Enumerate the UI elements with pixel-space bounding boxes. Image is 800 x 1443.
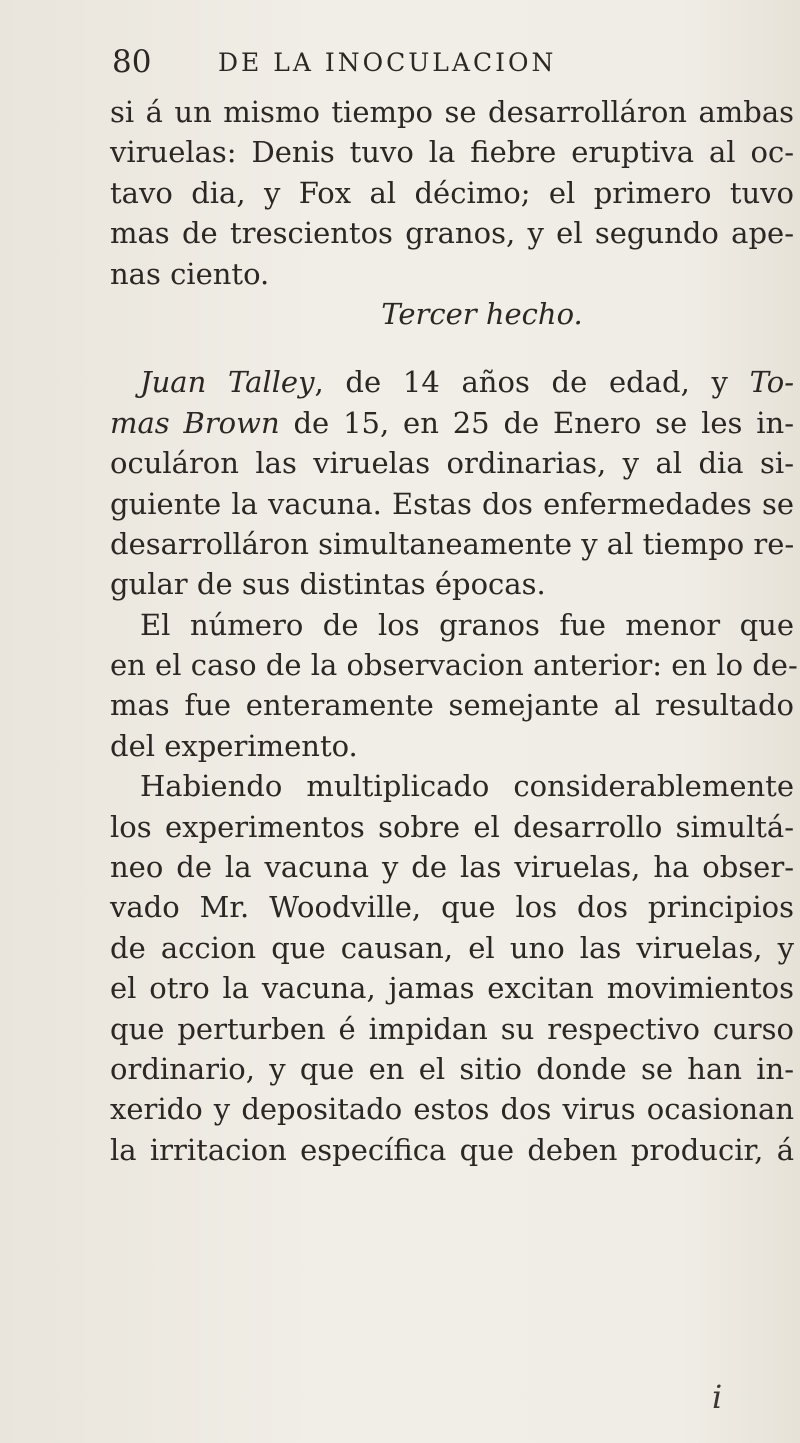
text-fragment: , de 14 años de edad, y: [314, 365, 750, 400]
text-line: ordinario, y que en el sitio donde se han in-: [110, 1051, 794, 1086]
spacer: [110, 334, 794, 362]
text-line: xerido y depositado estos dos virus ocasionan: [110, 1092, 794, 1127]
text-line: tavo dia, y Fox al décimo; el primero tuvo: [110, 175, 794, 210]
person-name: Juan Talley: [140, 365, 315, 400]
section-heading-text: Tercer hecho.: [381, 296, 583, 331]
text-line: nas ciento.: [110, 256, 270, 291]
text-line: desarrolláron simultaneamente y al tiempo re-: [110, 526, 795, 561]
text-line: la irritacion específica que deben producir, á: [110, 1132, 794, 1167]
text-line: de accion que causan, el uno las viruelas, y: [110, 930, 794, 965]
text-line: que perturben é impidan su respectivo curso: [110, 1011, 794, 1046]
text-line: [110, 362, 794, 402]
text-line: neo de la vacuna y de las viruelas, ha obser-: [110, 850, 794, 885]
person-name: To-: [749, 365, 795, 400]
text-line: gular de sus distintas épocas.: [110, 567, 546, 602]
person-name: mas Brown: [110, 405, 280, 440]
text-line: del experimento.: [110, 728, 358, 763]
page-header: [112, 44, 792, 88]
text-line: vado Mr. Woodville, que los dos principios: [110, 890, 794, 925]
text-line: guiente la vacuna. Estas dos enfermedades se: [110, 486, 794, 521]
running-title: DE LA INOCULACION: [218, 48, 557, 77]
section-heading: [110, 294, 794, 334]
text-line: Habiendo multiplicado considerablemente: [140, 769, 794, 804]
text-line: oculáron las viruelas ordinarias, y al dia si-: [110, 446, 794, 481]
text-line: El número de los granos fue menor que: [140, 607, 794, 642]
body-text: [110, 92, 798, 1170]
text-line: [110, 403, 794, 443]
text-line: mas de trescientos granos, y el segundo ape-: [110, 216, 794, 251]
text-line: el otro la vacuna, jamas excitan movimientos: [110, 971, 794, 1006]
text-line: si á un mismo tiempo se desarrolláron ambas: [110, 95, 794, 129]
text-line: mas fue enteramente semejante al resultado: [110, 688, 794, 723]
page-number: 80: [112, 44, 152, 80]
text-fragment: de 15, en 25 de Enero se les in-: [279, 405, 794, 440]
text-line: en el caso de la observacion anterior: en lo de-: [110, 648, 798, 683]
text-line: los experimentos sobre el desarrollo simultá-: [110, 809, 794, 844]
text-line: viruelas: Denis tuvo la fiebre eruptiva al oc-: [110, 135, 794, 170]
signature-mark: i: [712, 1378, 723, 1416]
